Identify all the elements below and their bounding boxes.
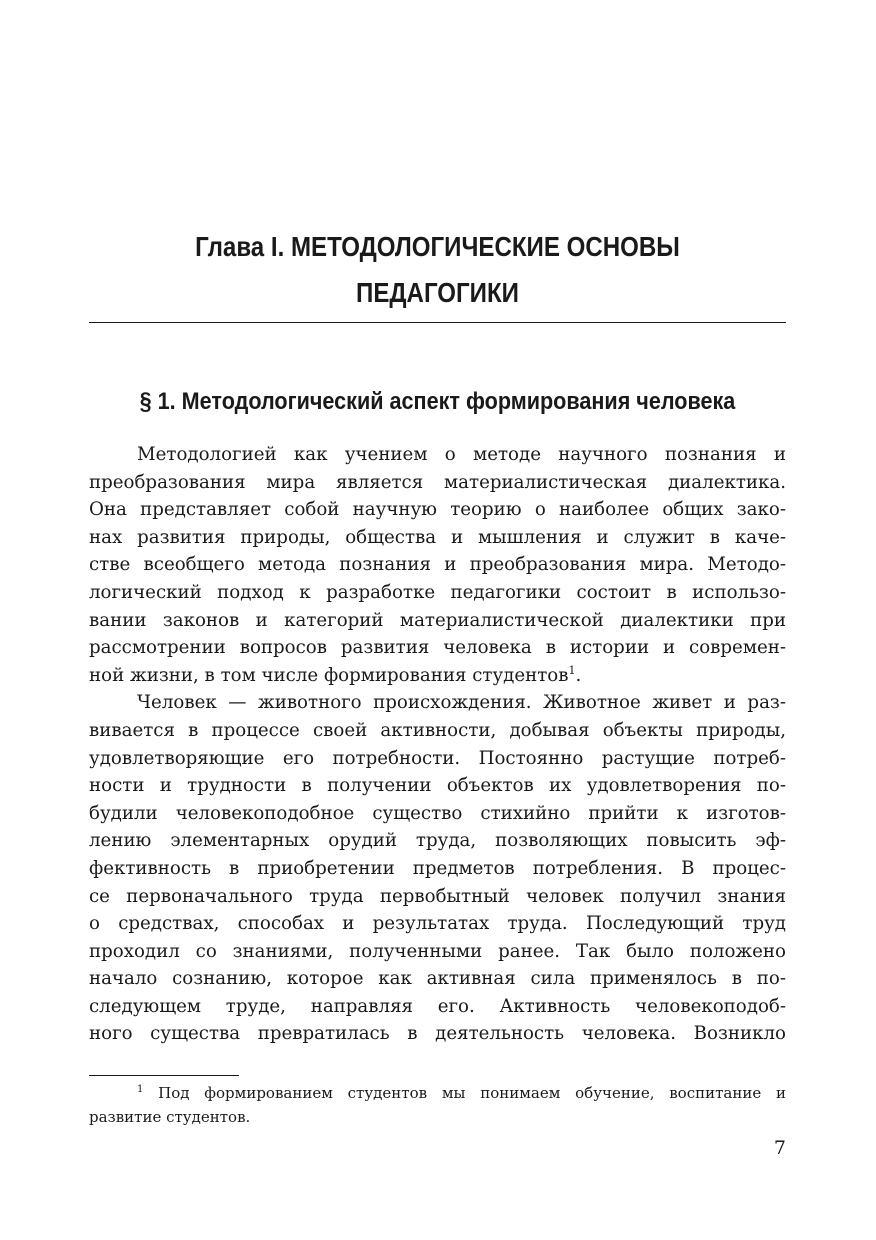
text-line: проходил со знаниями, полученными ранее. Так было положено: [89, 940, 786, 962]
page-number: 7: [773, 1137, 786, 1159]
footnote-reference[interactable]: 1: [568, 663, 576, 677]
text-line: вании законов и категорий материалистической диалектики при: [89, 609, 786, 631]
text-line: Она представляет собой научную теорию о наиболее общих зако-: [89, 499, 786, 521]
footnote-line: [89, 1081, 786, 1105]
footnote-divider: [89, 1075, 239, 1076]
text-line: се первоначального труда первобытный человек получил знания: [89, 885, 786, 907]
text-line: [89, 662, 786, 690]
chapter-title-line: ПЕДАГОГИКИ: [356, 277, 519, 308]
text-line: Человек — животного происхождения. Животное живет и раз-: [137, 692, 786, 714]
body-text: [89, 441, 786, 1048]
chapter-title: [138, 224, 737, 316]
text-line: рассмотрении вопросов развития человека в истории и современ-: [89, 637, 786, 659]
text-line: начало сознанию, которое как активная сила применялось в по-: [89, 968, 786, 990]
text-line: ного существа превратилась в деятельность человека. Возникло: [89, 1023, 786, 1045]
text-line: фективность в приобретении предметов потребления. В процес-: [89, 857, 786, 879]
text-line: преобразования мира является материалистическая диалектика.: [89, 471, 786, 493]
footnote-marker: 1: [137, 1084, 144, 1095]
footnote-text: Под формированием студентов мы понимаем обучение, воспитание и: [158, 1084, 786, 1102]
text-line: стве всеобщего метода познания и преобразования мира. Методо-: [89, 554, 786, 576]
text-fragment: .: [575, 664, 582, 686]
text-line: следующем труде, направляя его. Активность человекоподоб-: [89, 995, 786, 1017]
text-line: Методологией как учением о методе научного познания и: [137, 444, 786, 465]
text-line: логический подход к разработке педагогики состоит в использо-: [89, 581, 786, 603]
text-line: ности и трудности в получении объектов их удовлетворения по-: [89, 775, 786, 797]
text-line: будили человекоподобное существо стихийно прийти к изготов-: [89, 802, 786, 824]
text-line: нах развития природы, общества и мышления и служит в каче-: [89, 526, 786, 548]
chapter-divider: [89, 322, 786, 323]
text-fragment: ной жизни, в том числе формирования студентов: [89, 664, 569, 686]
text-line: о средствах, способах и результатах труда. Последующий труд: [89, 913, 786, 935]
chapter-title-line: Глава I. МЕТОДОЛОГИЧЕСКИЕ ОСНОВЫ: [195, 231, 680, 262]
footnote: [89, 1081, 786, 1129]
footnote-line: развитие студентов.: [89, 1108, 251, 1126]
text-line: вивается в процессе своей активности, добывая объекты природы,: [89, 719, 786, 741]
text-line: лению элементарных орудий труда, позволяющих повысить эф-: [89, 830, 786, 852]
text-line: удовлетворяющие его потребности. Постоянно растущие потреб-: [89, 747, 786, 769]
section-title: § 1. Методологический аспект формирования человека: [139, 388, 736, 415]
